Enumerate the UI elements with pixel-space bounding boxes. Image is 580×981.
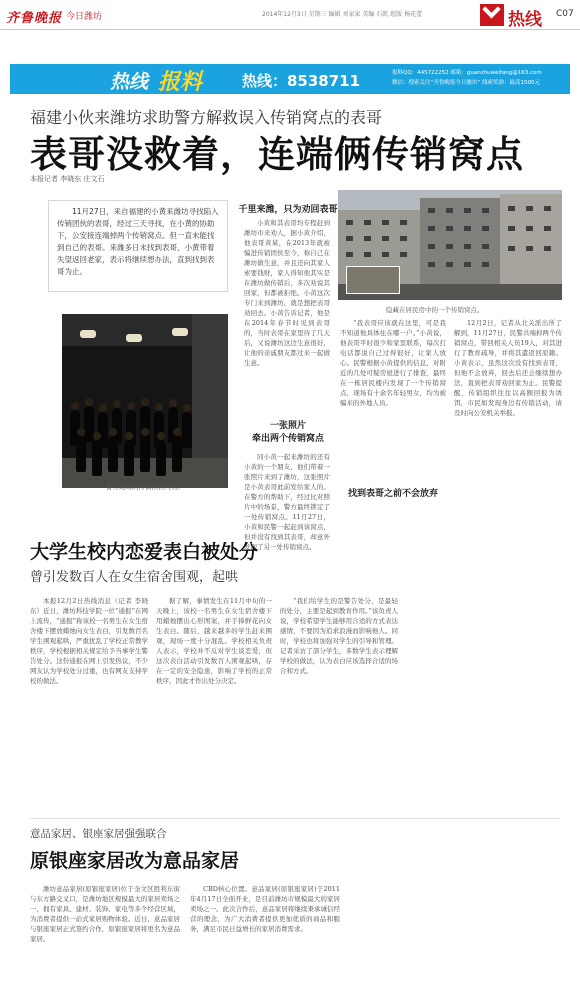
banner-contact-info: [392, 68, 542, 88]
article3-column-1: 潍坊意品家居(原银座家居)位于奎文区胜利东街与东方路交叉口，是潍坊地区规模最大的家居卖场之一，拥有家具、建材、装饰、家电等多个经营区域，为消费者提供一站式家居购物体验。近日，意品家居与银座家居正式签约合作，原银座家居将更名为意品家居。: [30, 885, 180, 943]
page-number: C07: [556, 9, 574, 19]
banner-phone: 热线：8538711: [242, 72, 361, 90]
article3-column-2: CBD核心位置。意品家居(原银座家居)于2011年4月17日全面开业，是目前潍坊市规模最大的家居卖场之一。此次合作后，意品家居将继续秉承诚信经营的理念，为广大消费者提供更加优质的商品和服务，满足市民日益增长的家居消费需求。: [190, 885, 340, 933]
paper-logo: 齐鲁晚报: [6, 11, 63, 26]
article1-column-3: “我表哥应该就在这里，可是我不知道他具体住在哪一户。”小黄说，他表哥平时很少和家里联系，每次打电话都说自己过得很好，让家人放心。民警根据小黄提供的信息，对附近的几处可疑房屋进行了排查，最终在一栋居民楼内发现了一个传销窝点，现场有十余名年轻男女，均为被骗来的外地人员。: [340, 319, 446, 407]
article1-column-2: 同小黄一起来潍坊的还有小黄的一个朋友，他们带着一张照片来到了潍坊，这张照片是小黄表哥此前发给家人的。在警方的帮助下，经过比对照片中的场景，警方最终锁定了一处传销窝点。11月27日，小黄和民警一起赶到该窝点，但并没有找到其表哥，却意外发现了另一处传销窝点。: [244, 453, 330, 551]
banner-line-1: 报料QQ：445722252 邮箱：guanzhuweifang@163.com: [392, 70, 542, 76]
article3-title: 原银座家居改为意品家居: [30, 850, 240, 872]
article1-subhead-1: 千里来潍，只为劝回表哥: [238, 205, 338, 215]
residential-building-photo: [338, 190, 562, 300]
article1-subhead-2: 一张照片 牵出两个传销窝点: [251, 421, 324, 444]
banner-title-b: 报料: [158, 70, 203, 95]
article2-title: 大学生校内恋爱表白被处分: [30, 541, 259, 563]
article1-byline: 本报记者 李晓东 庄文石: [30, 175, 105, 183]
section-name: 今日潍坊: [66, 12, 103, 22]
article2-column-3: “我们给学生的是警告处分，是最轻的处分，主要是起到教育作用。”该负责人说，学校希望学生能够用合适的方式表达感情，不要因为追求浪漫而影响他人。同时，学校也将加强对学生的引导和管理。记者采访了部分学生，多数学生表示理解学校的做法，认为表白应该选择合适的场合和方式。: [280, 597, 398, 675]
article2-column-1: 本报12月2日热线消息（记者 李晓东）近日，潍坊科技学院一位“通报”在网上流传，“通报”称该校一名男生在女生宿舍楼下摆放蜡烛向女生表白，引发数百名学生围观起哄，严重扰乱了学校正常教学秩序，学校根据相关规定给予当事学生警告处分。这份通报在网上引发热议，不少网友认为学校处分过重，也有网友支持学校的做法。: [30, 597, 148, 685]
police-scene-photo: [62, 314, 228, 488]
photo1-caption: 警方现场的传销团伙人员。: [106, 483, 184, 491]
banner-line-2: 微信：搜索关注“齐鲁晚报今日潍坊” 线索奖励：最高1500元: [392, 80, 540, 86]
photo2-caption: 隐藏在居民房中的一个传销窝点。: [386, 306, 484, 314]
section-divider: [30, 818, 560, 819]
article1-lead: 11月27日，来自福建的小黄来潍坊寻找陷入传销团伙的表哥，经过三天寻找，在小黄的协助下，公安接连端掉两个传销窝点。但一直未能找到自己的表哥。来潍多日未找到表哥，小黄带着失望返回老家，表示将继续想办法，直到找到表哥为止。: [48, 200, 228, 292]
article1-kicker: 福建小伙来潍坊求助警方解救误入传销窝点的表哥: [30, 108, 383, 127]
article1-subhead-3: 找到表哥之前不会放弃: [347, 489, 438, 499]
checkmark-icon: [480, 4, 504, 26]
article1-headline: 表哥没救着，连端俩传销窝点: [30, 133, 524, 176]
article3-kicker: 意品家居、银座家居强强联合: [30, 828, 167, 840]
article1-column-4: 12月2日，记者从北关派出所了解到，11月27日，民警共端掉两个传销窝点，带回相关人员19人，对其进行了教育疏导，并将其遣返回原籍。小黄表示，虽然这次没有找到表哥，但他不会放弃，回去后还会继续想办法，直到把表哥劝回家为止。民警提醒，传销组织往往以高额回报为诱饵，市民如发现身边有传销活动，请及时向公安机关举报。: [454, 319, 562, 417]
page-header: [0, 0, 580, 30]
banner-title-a: 热线: [110, 71, 149, 93]
hotline-banner: [10, 64, 570, 94]
article2-column-2: 据了解，事情发生在11月中旬的一天晚上，该校一名男生在女生宿舍楼下用蜡烛摆出心形图案，并手捧鲜花向女生表白。随后，越来越多的学生赶来围观，现场一度十分混乱。学校相关负责人表示，学校并不反对学生谈恋爱，但这次表白活动引发数百人围观起哄，存在一定的安全隐患，影响了学校的正常秩序，因此才作出处分决定。: [156, 597, 272, 685]
article1-column-1: 小黄和其表哥均专程赶到潍坊市来劝人，据小黄介绍，他表哥黄某，在2013年就被骗进传销团伙至今，称自己在潍坊做生意，并且还向其家人索要钱财，家人得知他其实是在潍坊做传销后，多次劝说其回家，但都被拒绝。小黄这次专门来到潍坊，就是想把表哥劝回去。小黄告诉记者，他是在2014年春节时见到表哥的，当时表哥在家里待了几天后，又说潍坊这边生意很好，让他的亲戚朋友都过来一起做生意。: [244, 219, 330, 367]
issue-meta: 2014年12月3日 星期三 编辑 刘家家 美编 石凯 组版 杨花蕾: [262, 11, 423, 18]
article2-subtitle: 曾引发数百人在女生宿舍围观，起哄: [30, 570, 239, 585]
section-tag: 热线: [508, 10, 542, 30]
photo-inset: [346, 266, 400, 294]
